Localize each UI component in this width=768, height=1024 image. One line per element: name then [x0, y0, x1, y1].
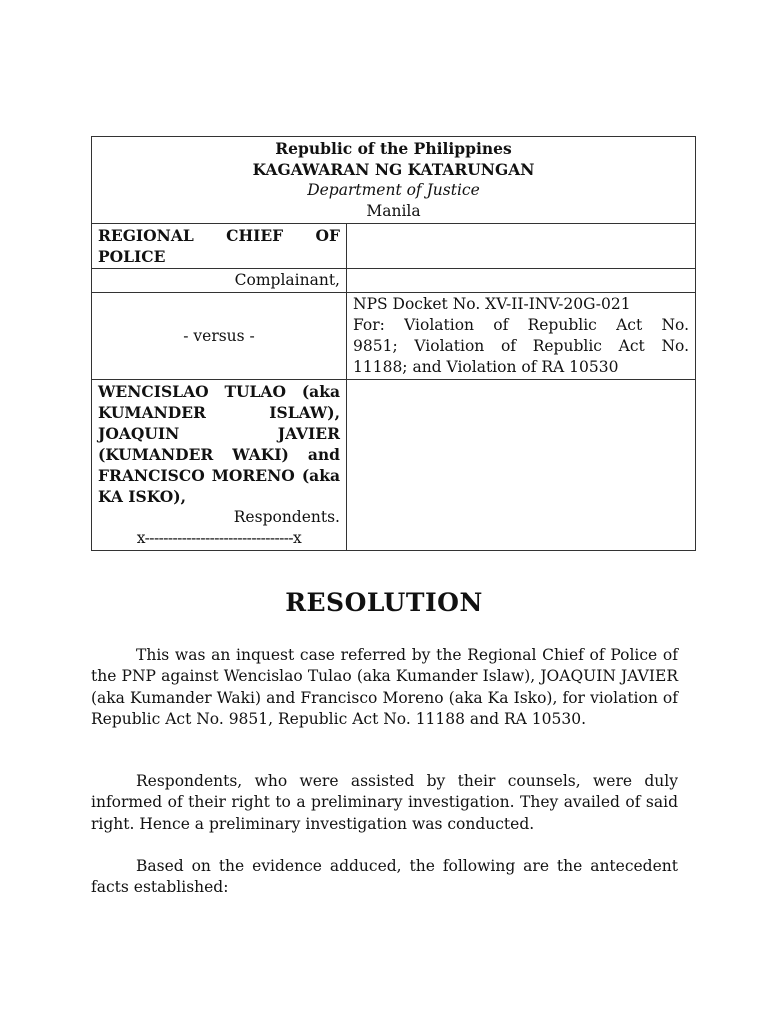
respondent-line: (KUMANDER WAKI) and — [98, 445, 340, 464]
respondent-line: WENCISLAO TULAO (aka — [98, 382, 340, 401]
complainant-role-row — [92, 269, 696, 293]
respondent-line: JOAQUIN JAVIER — [98, 424, 340, 443]
docket-offense-line: 11188; and Violation of RA 10530 — [353, 358, 619, 376]
versus-row — [92, 293, 696, 380]
complainant-name-row — [92, 224, 696, 269]
respondent-line: KA ISKO), — [98, 487, 186, 506]
docket-offense-line: For: Violation of Republic Act No. — [353, 316, 689, 334]
city-line: Manila — [366, 202, 421, 220]
complainant-name-line: POLICE — [98, 247, 166, 266]
republic-line: Republic of the Philippines — [275, 139, 512, 158]
docket-offense-line: 9851; Violation of Republic Act No. — [353, 337, 689, 355]
department-tagalog-line: KAGAWARAN NG KATARUNGAN — [252, 160, 535, 179]
document-title: RESOLUTION — [285, 588, 483, 617]
respondents-role: Respondents. — [233, 508, 340, 526]
complainant-role: Complainant, — [92, 269, 347, 293]
empty-cell — [347, 380, 696, 551]
empty-cell — [347, 269, 696, 293]
respondent-line: KUMANDER ISLAW), — [98, 403, 340, 422]
complainant-name-line: REGIONAL CHIEF OF — [98, 226, 340, 245]
docket-number: NPS Docket No. XV-II-INV-20G-021 — [353, 295, 631, 313]
docket-cell — [347, 293, 696, 380]
caption-separator: x--------------------------------x — [136, 529, 302, 547]
complainant-name-cell — [92, 224, 347, 269]
empty-cell — [347, 224, 696, 269]
body-paragraph: Based on the evidence adduced, the following are the antecedent facts established: — [91, 857, 678, 897]
versus-label: - versus - — [92, 293, 347, 380]
respondent-line: FRANCISCO MORENO (aka — [98, 466, 340, 485]
body-paragraph: This was an inquest case referred by the Regional Chief of Police of the PNP against Wencislao Tulao (aka Kumander Islaw), JOAQUIN JAVIER (aka Kumander Waki) and Francisco Moreno (aka Ka Isko), for violation of Republic Act No. 9851, Republic Act No. 11188 and RA 10530. — [91, 646, 678, 729]
department-english-line: Department of Justice — [307, 181, 480, 199]
respondents-row — [92, 380, 696, 551]
caption-header — [92, 137, 696, 224]
respondents-cell — [92, 380, 347, 551]
body-paragraph: Respondents, who were assisted by their counsels, were duly informed of their right to a preliminary investigation. They availed of said right. Hence a preliminary investigation was conducted. — [91, 772, 678, 833]
case-caption-table — [91, 136, 696, 551]
caption-header-row — [92, 137, 696, 224]
